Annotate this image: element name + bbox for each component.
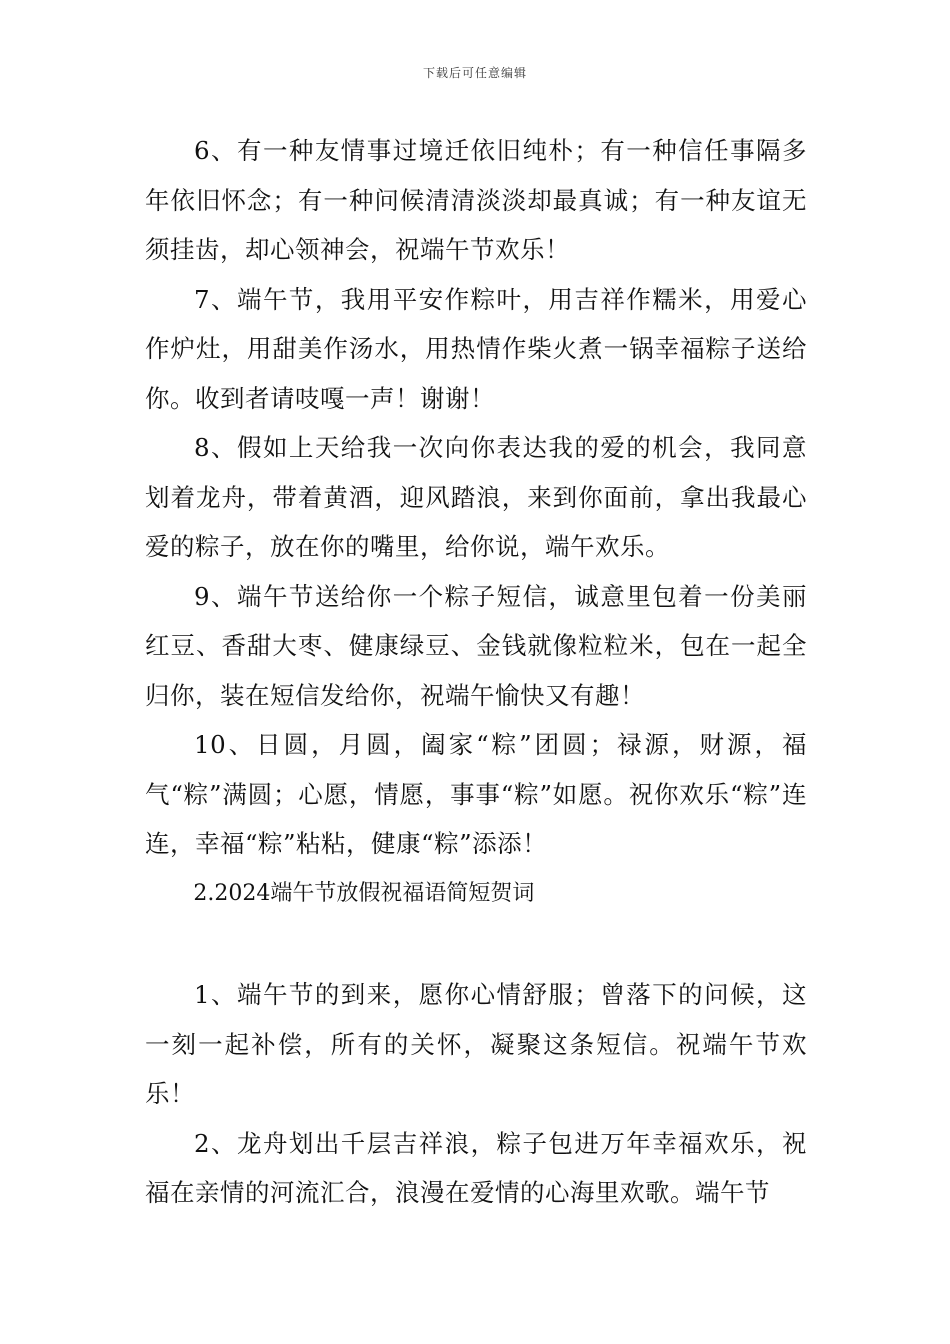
- paragraph-wish-9: 9、端午节送给你一个粽子短信，诚意里包着一份美丽红豆、香甜大枣、健康绿豆、金钱就像粒粒米，包在一起全归你，装在短信发给你，祝端午愉快又有趣！: [145, 581, 807, 710]
- paragraph-short-wish-1: 1、端午节的到来，愿你心情舒服；曾落下的问候，这一刻一起补偿，所有的关怀，凝聚这条短信。祝端午节欢乐！: [145, 980, 807, 1108]
- paragraph-short-wish-2: 2、龙舟划出千层吉祥浪，粽子包进万年幸福欢乐，祝福在亲情的河流汇合，浪漫在爱情的心海里欢歌。端午节: [145, 1128, 807, 1207]
- paragraph-wish-8: 8、假如上天给我一次向你表达我的爱的机会，我同意划着龙舟，带着黄酒，迎风踏浪，来到你面前，拿出我最心爱的粽子，放在你的嘴里，给你说，端午欢乐。: [145, 433, 807, 561]
- section-spacer: [145, 918, 807, 970]
- section-heading: 2.2024端午节放假祝福语简短贺词: [193, 880, 535, 906]
- paragraph-wish-7: 7、端午节，我用平安作粽叶，用吉祥作糯米，用爱心作炉灶，用甜美作汤水，用热情作柴火煮一锅幸福粽子送给你。收到者请吱嘎一声！谢谢！: [145, 284, 807, 413]
- paragraph-wish-6: 6、有一种友情事过境迁依旧纯朴；有一种信任事隔多年依旧怀念；有一种问候清清淡淡却最真诚；有一种友谊无须挂齿，却心领神会，祝端午节欢乐！: [145, 136, 807, 264]
- document-body: [145, 126, 807, 1218]
- page-header-note: 下载后可任意编辑: [422, 66, 527, 80]
- paragraph-wish-10: 10、日圆，月圆，阖家“粽”团圆；禄源，财源，福气“粽”满圆；心愿，情愿，事事“粽”如愿。祝你欢乐“粽”连连，幸福“粽”粘粘，健康“粽”添添！: [145, 730, 807, 858]
